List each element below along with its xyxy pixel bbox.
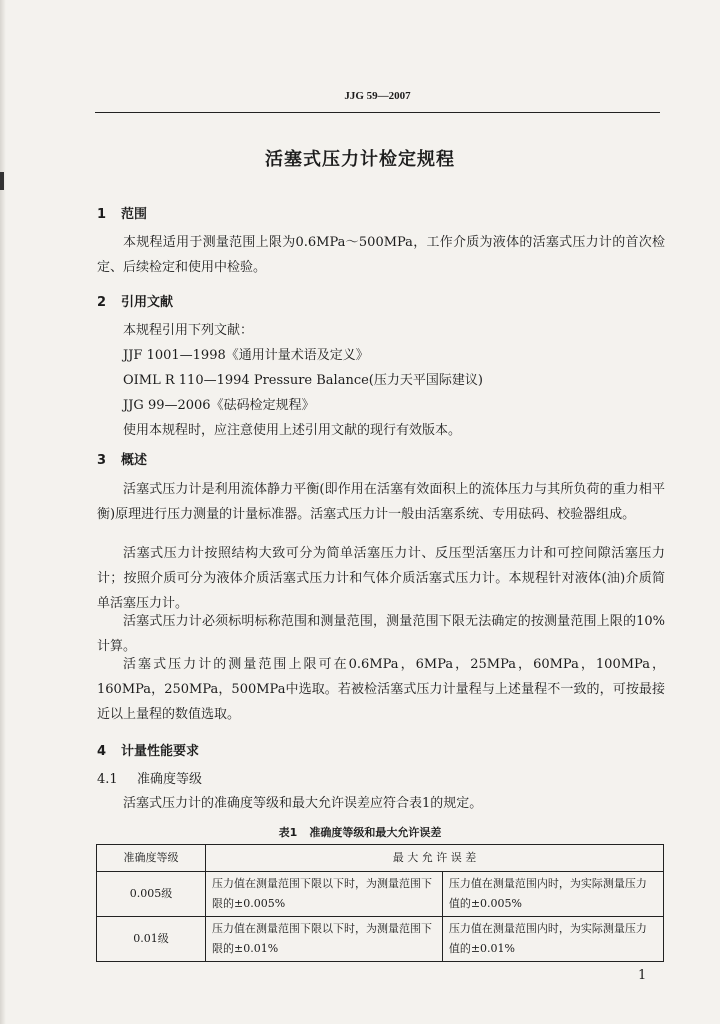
- within-range-cell: 压力值在测量范围内时，为实际测量压力值的±0.01%: [442, 917, 663, 962]
- section-3-heading: [97, 449, 147, 468]
- document-title: 活塞式压力计检定规程: [265, 149, 455, 170]
- reference-line: 本规程引用下列文献：: [123, 323, 254, 338]
- subsection-number: 4.1: [97, 772, 118, 787]
- binding-mark: [0, 172, 4, 190]
- section-number: 3: [97, 453, 107, 468]
- header-rule: [95, 112, 660, 113]
- section-number: 2: [97, 295, 107, 310]
- section-title: 计量性能要求: [121, 744, 200, 759]
- grade-cell: 0.005级: [97, 872, 206, 917]
- section-number: 4: [97, 744, 107, 759]
- running-header: JJG 59—2007: [344, 90, 411, 102]
- table-row: [97, 917, 664, 962]
- section-2-heading: [97, 291, 173, 310]
- subsection-title: 准确度等级: [137, 772, 203, 787]
- column-header-grade: 准确度等级: [97, 845, 206, 872]
- section-3-paragraph: 活塞式压力计必须标明标称范围和测量范围，测量范围下限无法确定的按测量范围上限的10%计算。: [97, 614, 665, 654]
- subsection-4-1-heading: [97, 768, 202, 787]
- section-1-paragraph: 本规程适用于测量范围上限为0.6MPa～500MPa，工作介质为液体的活塞式压力计的首次检定、后续检定和使用中检验。: [97, 235, 665, 275]
- section-title: 概述: [121, 453, 148, 468]
- below-range-cell: 压力值在测量范围下限以下时，为测量范围下限的±0.01%: [206, 917, 443, 962]
- section-number: 1: [97, 207, 107, 222]
- section-title: 引用文献: [121, 295, 174, 310]
- subsection-4-1-paragraph: 活塞式压力计的准确度等级和最大允许误差应符合表1的规定。: [123, 796, 483, 811]
- section-3-paragraph: 活塞式压力计的测量范围上限可在0.6MPa，6MPa，25MPa，60MPa，100MPa，160MPa，250MPa，500MPa中选取。若被检活塞式压力计量程与上述量程不一致的，可按最接近以上量程的数值选取。: [97, 657, 665, 722]
- table-row: [97, 872, 664, 917]
- section-1-heading: [97, 203, 147, 222]
- reference-line: JJG 99—2006《砝码检定规程》: [123, 398, 315, 413]
- within-range-cell: 压力值在测量范围内时，为实际测量压力值的±0.005%: [442, 872, 663, 917]
- section-3-paragraph: 活塞式压力计按照结构大致可分为简单活塞压力计、反压型活塞压力计和可控间隙活塞压力计；按照介质可分为液体介质活塞式压力计和气体介质活塞式压力计。本规程针对液体(油)介质简单活塞压力计。: [97, 546, 665, 611]
- reference-line: OIML R 110—1994 Pressure Balance(压力天平国际建议): [123, 373, 483, 388]
- table-caption: [0, 824, 720, 840]
- section-3-paragraph: 活塞式压力计是利用流体静力平衡(即作用在活塞有效面积上的流体压力与其所负荷的重力相平衡)原理进行压力测量的计量标准器。活塞式压力计一般由活塞系统、专用砝码、校验器组成。: [97, 482, 665, 522]
- below-range-cell: 压力值在测量范围下限以下时，为测量范围下限的±0.005%: [206, 872, 443, 917]
- table-header-row: [97, 845, 664, 872]
- accuracy-table: [96, 844, 664, 962]
- column-header-mpe: 最 大 允 许 误 差: [206, 845, 664, 872]
- table-number: 表1: [278, 826, 298, 839]
- page-number: 1: [638, 968, 647, 983]
- table-caption-text: 准确度等级和最大允许误差: [309, 826, 442, 839]
- section-4-heading: [97, 740, 199, 759]
- grade-cell: 0.01级: [97, 917, 206, 962]
- reference-line: 使用本规程时，应注意使用上述引用文献的现行有效版本。: [123, 423, 462, 438]
- reference-line: JJF 1001—1998《通用计量术语及定义》: [123, 348, 369, 363]
- section-title: 范围: [121, 207, 148, 222]
